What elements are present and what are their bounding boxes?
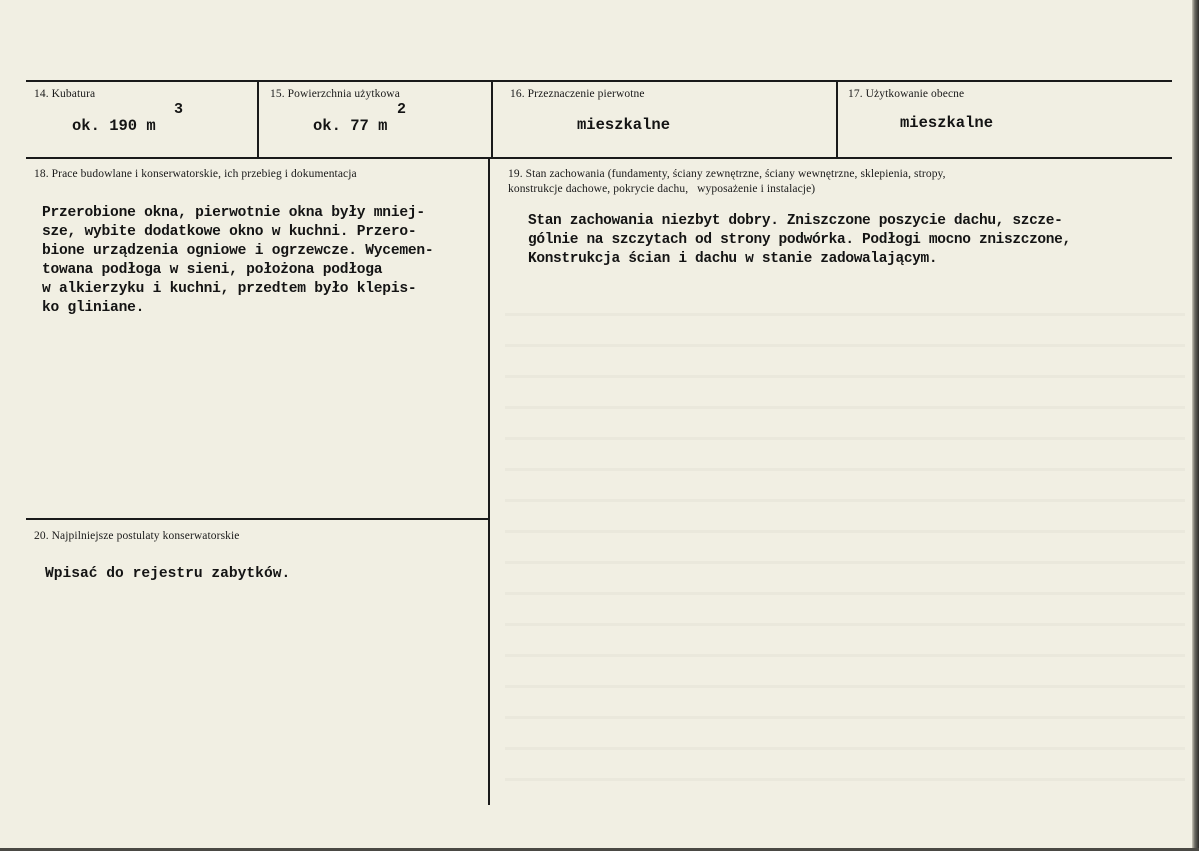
field-15-value: ok. 77 m xyxy=(313,117,388,135)
field-19-line: gólnie na szczytach od strony podwórka. Podłogi mocno zniszczone, xyxy=(528,232,1071,248)
field-19-text xyxy=(528,212,1071,269)
field-19-label: 19. Stan zachowania (fundamenty, ściany zewnętrzne, ściany wewnętrzne, sklepienia, stropy, xyxy=(508,168,946,180)
field-19-line: Stan zachowania niezbyt dobry. Zniszczone poszycie dachu, szcze- xyxy=(528,213,1063,229)
field-20-label: 20. Najpilniejsze postulaty konserwatorskie xyxy=(34,530,240,542)
field-17-value: mieszkalne xyxy=(900,114,994,132)
divider-16-17 xyxy=(836,80,838,159)
field-15-label: 15. Powierzchnia użytkowa xyxy=(270,88,400,100)
field-16-label: 16. Przeznaczenie pierwotne xyxy=(510,88,645,100)
field-18-line: towana podłoga w sieni, położona podłoga xyxy=(42,262,383,278)
field-15-unit-superscript: 2 xyxy=(397,101,407,118)
top-rule xyxy=(26,80,1172,82)
field-20-text xyxy=(45,565,290,584)
section-20-rule xyxy=(26,518,489,520)
field-18-line: bione urządzenia ogniowe i ogrzewcze. Wycemen- xyxy=(42,243,434,259)
field-16-value: mieszkalne xyxy=(577,116,671,134)
field-19-label-continued: konstrukcje dachowe, pokrycie dachu, wyposażenie i instalacje) xyxy=(508,183,816,195)
field-14-label: 14. Kubatura xyxy=(34,88,96,100)
field-19-line: Konstrukcja ścian i dachu w stanie zadowalającym. xyxy=(528,251,938,267)
field-20-line: Wpisać do rejestru zabytków. xyxy=(45,566,291,582)
show-through-texture xyxy=(505,285,1185,805)
field-17-label: 17. Użytkowanie obecne xyxy=(848,88,965,100)
field-18-line: w alkierzyku i kuchni, przedtem było klepis- xyxy=(42,281,417,297)
field-14-value: ok. 190 m xyxy=(72,117,156,135)
divider-14-15 xyxy=(257,80,259,159)
header-row-rule xyxy=(26,157,1172,159)
field-18-line: sze, wybite dodatkowe okno w kuchni. Przero- xyxy=(42,224,417,240)
main-column-divider xyxy=(488,157,490,805)
card-right-edge xyxy=(1192,0,1199,851)
field-14-unit-superscript: 3 xyxy=(174,101,184,118)
field-18-text xyxy=(42,204,433,318)
divider-15-16 xyxy=(491,80,493,159)
field-18-label: 18. Prace budowlane i konserwatorskie, ich przebieg i dokumentacja xyxy=(34,168,357,180)
field-18-line: ko gliniane. xyxy=(42,300,145,316)
field-18-line: Przerobione okna, pierwotnie okna były mniej- xyxy=(42,205,425,221)
